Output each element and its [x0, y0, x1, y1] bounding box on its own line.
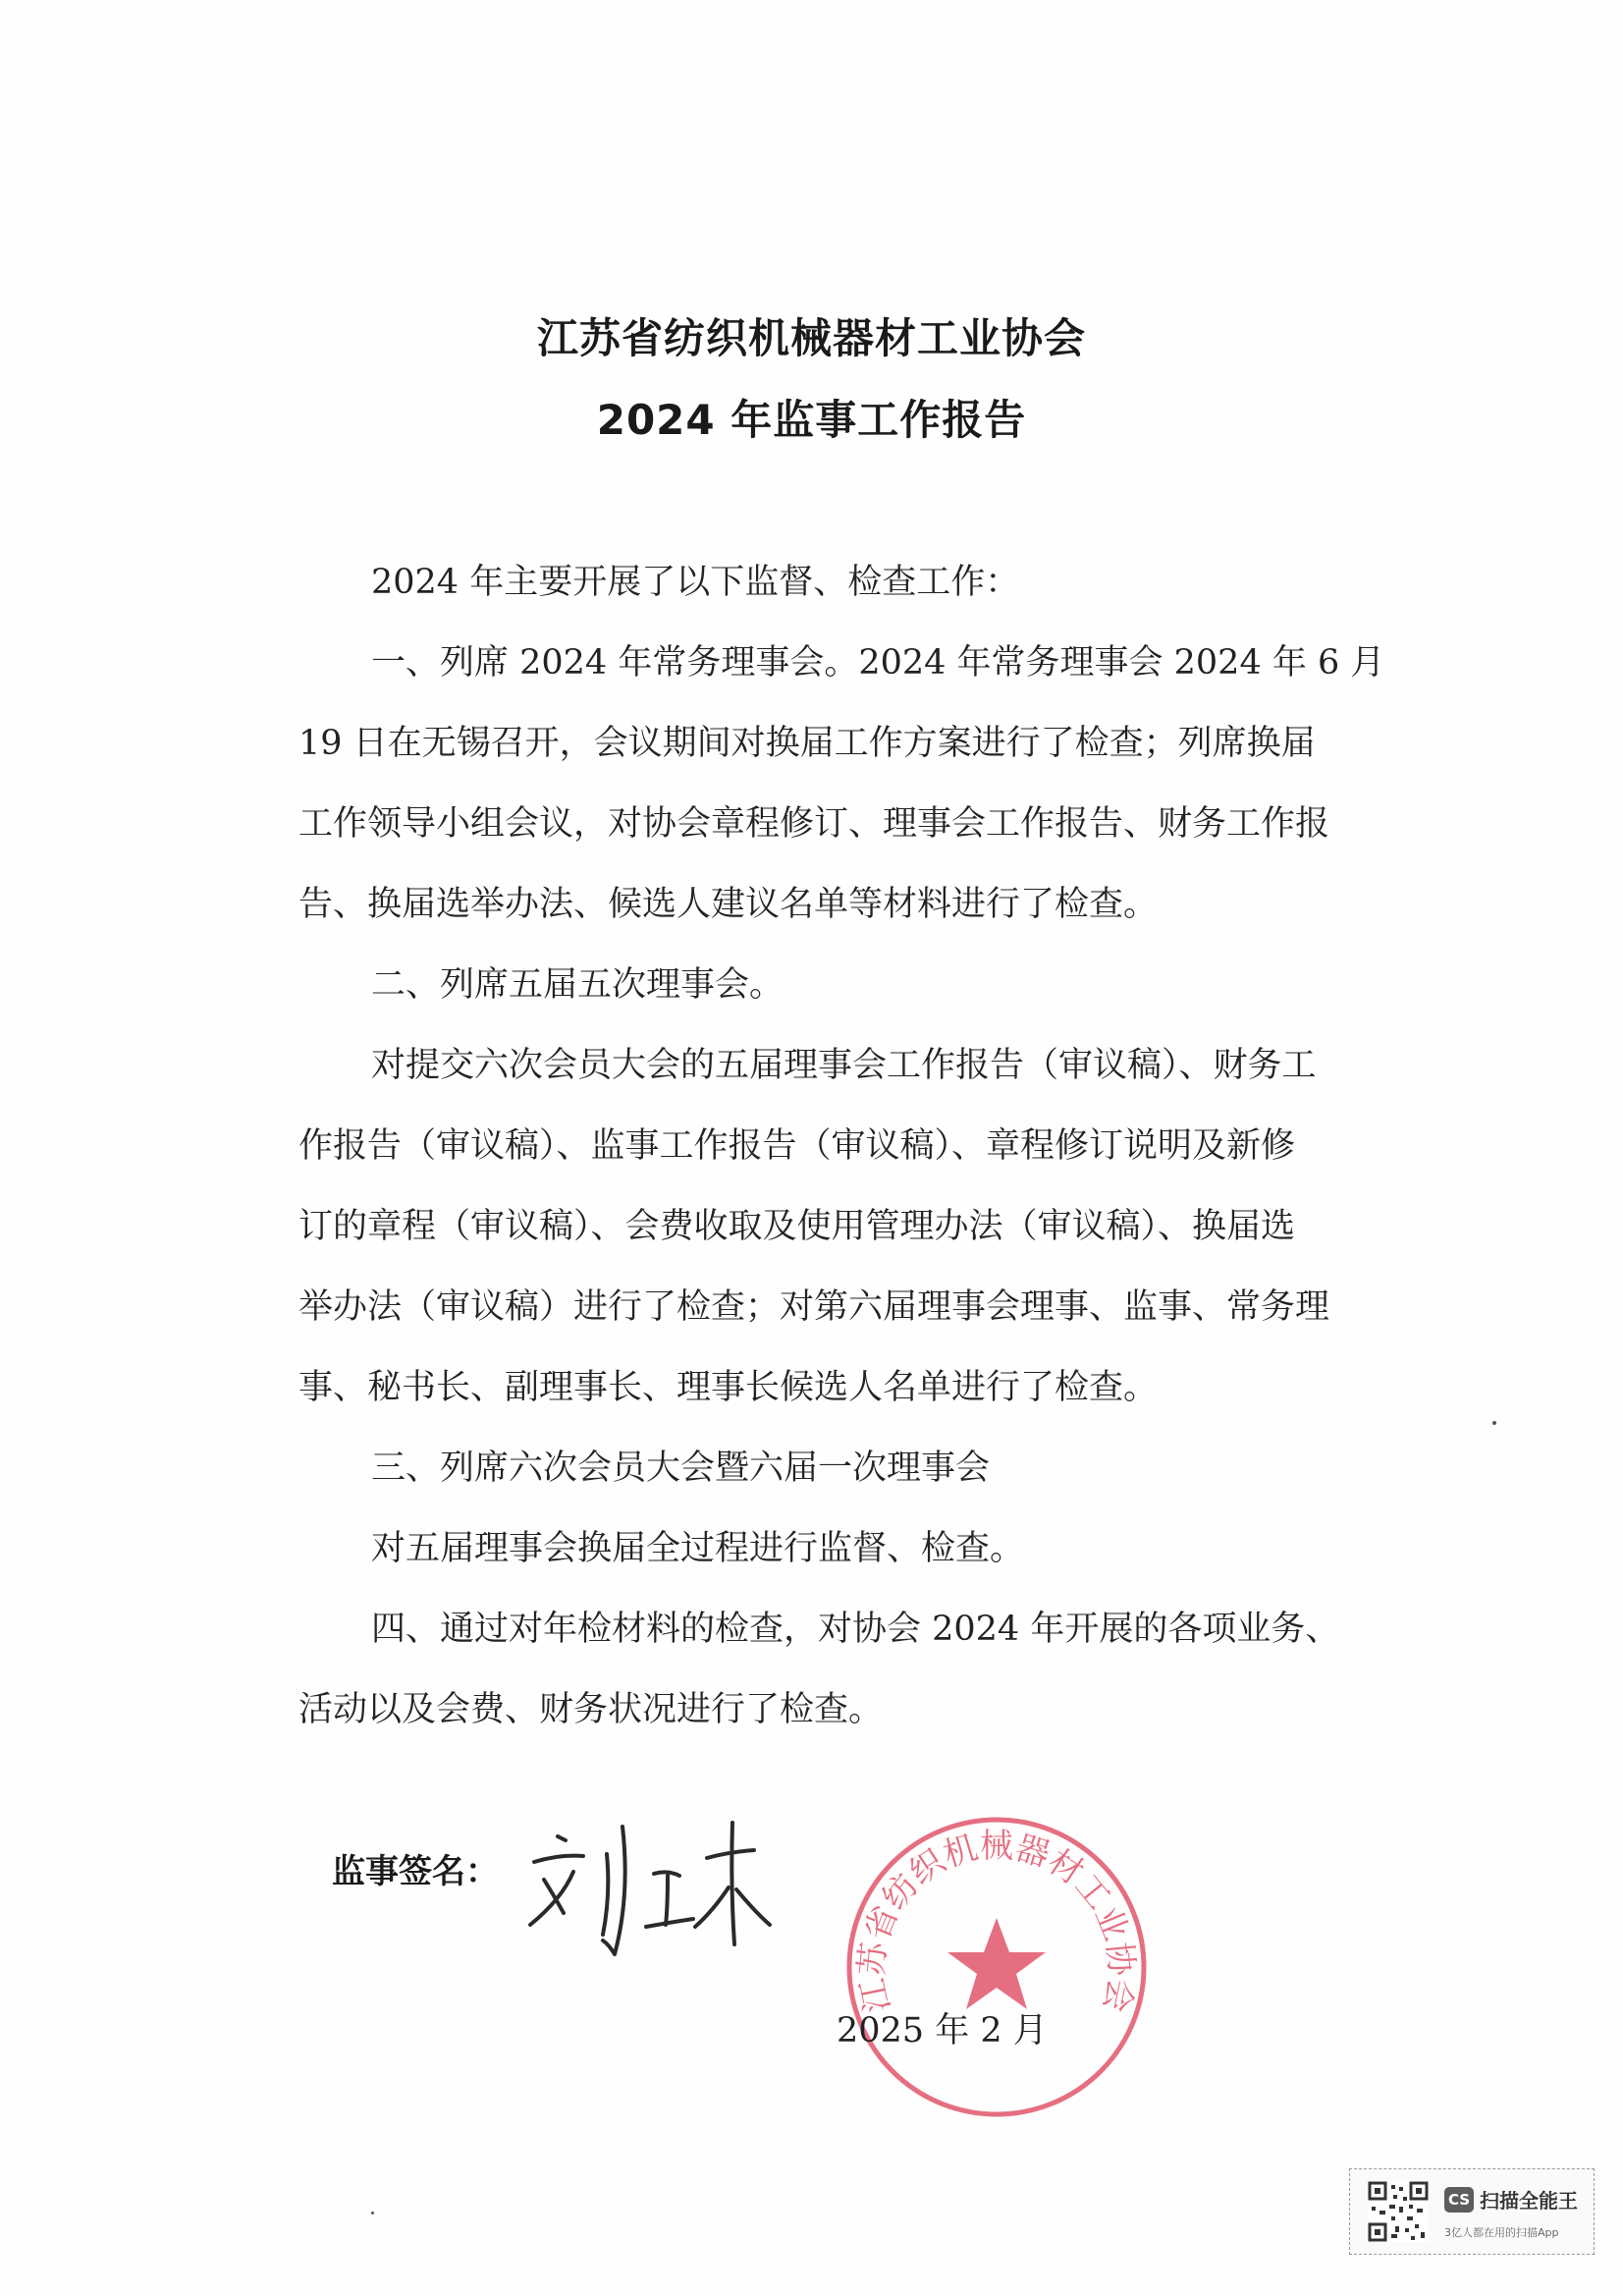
svg-text:江苏省纺织机械器材工业协会: 江苏省纺织机械器材工业协会: [852, 1827, 1141, 2016]
section-1-line-3: 工作领导小组会议，对协会章程修订、理事会工作报告、财务工作报: [298, 804, 1330, 844]
scanner-watermark: [1349, 2168, 1595, 2255]
section-2-line-4: 举办法（审议稿）进行了检查；对第六届理事会理事、监事、常务理: [298, 1287, 1330, 1327]
document-title-line-1: 江苏省纺织机械器材工业协会: [536, 314, 1086, 362]
section-4-line-2: 活动以及会费、财务状况进行了检查。: [298, 1690, 884, 1729]
section-2-line-5: 事、秘书长、副理事长、理事长候选人名单进行了检查。: [298, 1368, 1159, 1407]
handwritten-signature: [520, 1797, 776, 1974]
section-2-line-1: 对提交六次会员大会的五届理事会工作报告（审议稿）、财务工: [371, 1046, 1317, 1085]
section-2-line-2: 作报告（审议稿）、监事工作报告（审议稿）、章程修订说明及新修: [298, 1126, 1296, 1166]
section-1-line-4: 告、换届选举办法、候选人建议名单等材料进行了检查。: [298, 885, 1159, 924]
section-3-line-1: 对五届理事会换届全过程进行监督、检查。: [371, 1529, 1025, 1568]
scan-speck: [371, 2212, 374, 2214]
report-date: 2025 年 2 月: [837, 2011, 1048, 2050]
qr-code-icon: [1368, 2181, 1429, 2242]
scan-speck: [1492, 1421, 1496, 1425]
section-3-heading: 三、列席六次会员大会暨六届一次理事会: [371, 1449, 991, 1488]
cs-badge: CS: [1444, 2187, 1474, 2213]
section-4-line-1: 四、通过对年检材料的检查，对协会 2024 年开展的各项业务、: [371, 1610, 1340, 1649]
intro-line: 2024 年主要开展了以下监督、检查工作：: [371, 563, 1020, 602]
red-seal: [835, 1805, 1159, 2129]
section-2-heading: 二、列席五届五次理事会。: [371, 965, 784, 1005]
scanner-app-tagline: 3亿人都在用的扫描App: [1444, 2226, 1559, 2239]
document-title-line-2: 2024 年监事工作报告: [596, 396, 1027, 444]
section-1-line-1: 一、列席 2024 年常务理事会。2024 年常务理事会 2024 年 6 月: [371, 643, 1385, 683]
scanner-app-name: 扫描全能王: [1480, 2189, 1578, 2213]
signature-label: 监事签名：: [332, 1852, 499, 1891]
section-2-line-3: 订的章程（审议稿）、会费收取及使用管理办法（审议稿）、换届选: [298, 1207, 1296, 1246]
section-1-line-2: 19 日在无锡召开，会议期间对换届工作方案进行了检查；列席换届: [298, 724, 1316, 763]
